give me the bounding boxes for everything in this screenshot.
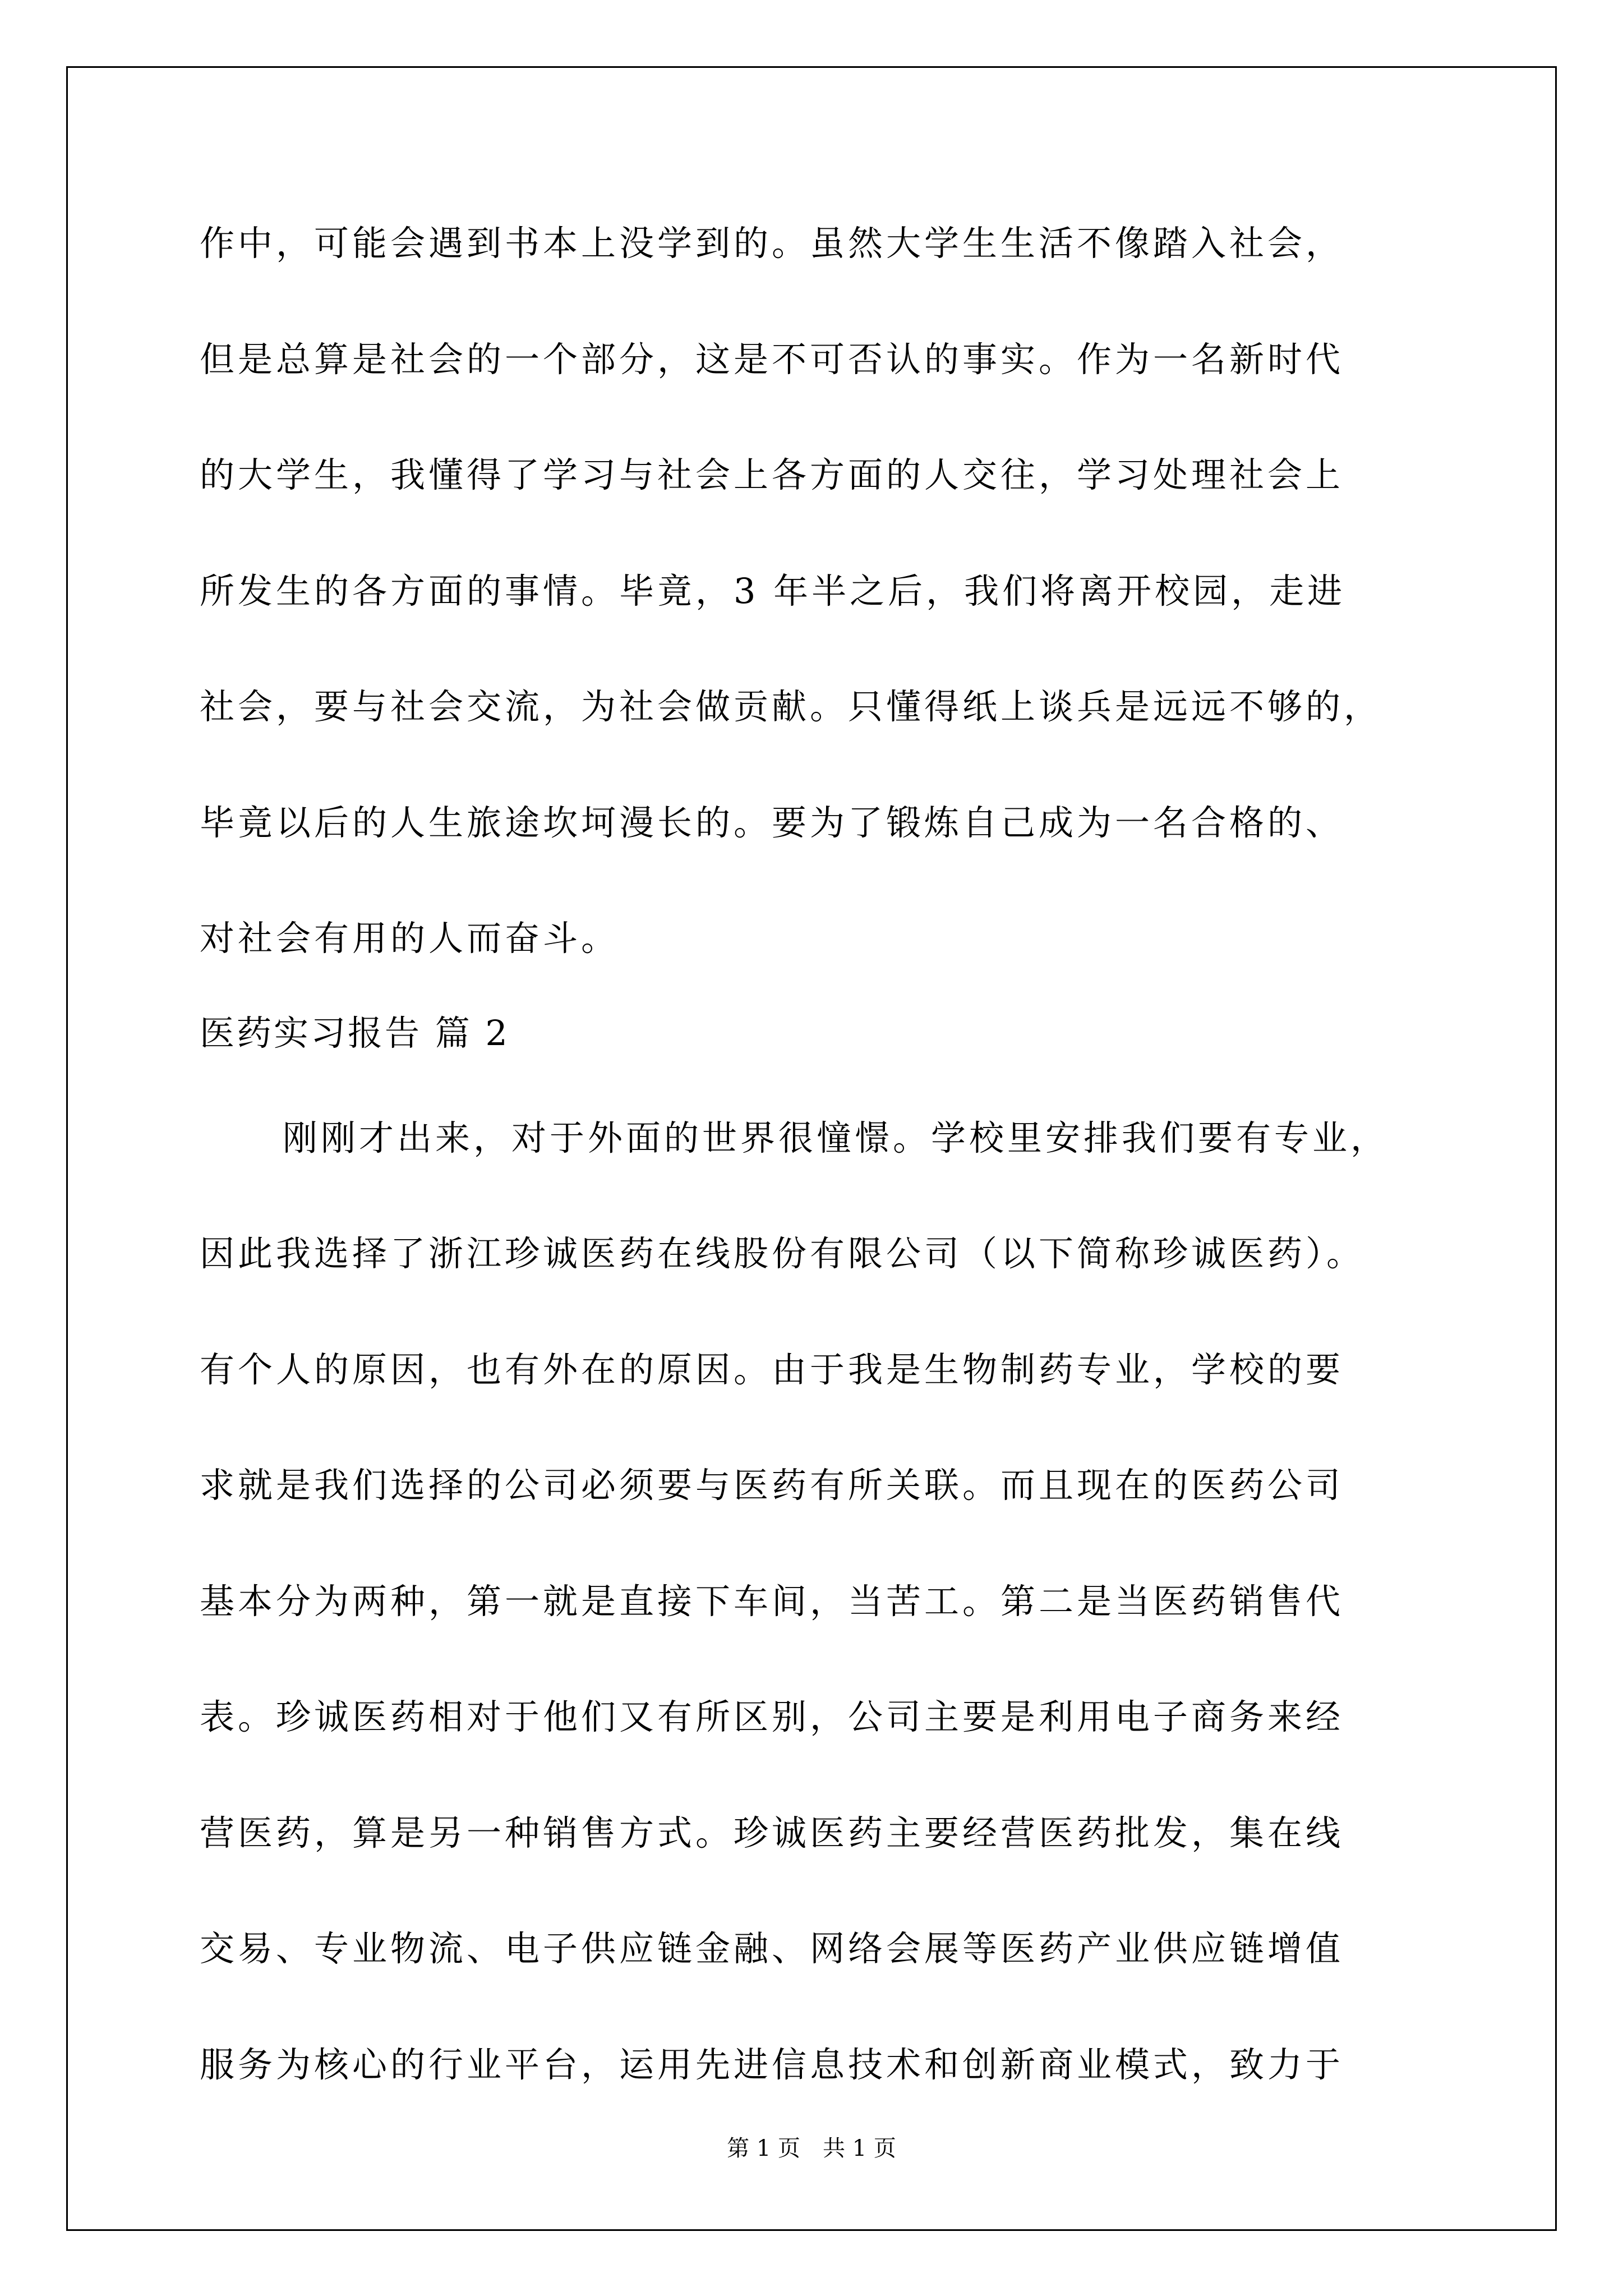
paragraph-1-line-7: 对社会有用的人而奋斗。: [200, 918, 620, 959]
page-footer: 第 1 页 共 1 页: [727, 2136, 896, 2161]
paragraph-1-line-5: 社会，要与社会交流，为社会做贡献。只懂得纸上谈兵是远远不够的，: [200, 686, 1382, 727]
paragraph-1-line-4: 所发生的各方面的事情。毕竟，3 年半之后，我们将离开校园，走进: [200, 570, 1346, 611]
paragraph-1-line-2: 但是总算是社会的一个部分，这是不可否认的事实。作为一名新时代: [200, 339, 1344, 380]
paragraph-2-line-3: 有个人的原因，也有外在的原因。由于我是生物制药专业，学校的要: [200, 1349, 1344, 1390]
paragraph-2-line-1: 刚刚才出来，对于外面的世界很憧憬。学校里安排我们要有专业，: [283, 1117, 1389, 1158]
paragraph-2-line-5: 基本分为两种，第一就是直接下车间，当苦工。第二是当医药销售代: [200, 1581, 1344, 1622]
paragraph-1-line-3: 的大学生，我懂得了学习与社会上各方面的人交往，学习处理社会上: [200, 454, 1344, 495]
paragraph-2-line-9: 服务为核心的行业平台，运用先进信息技术和创新商业模式，致力于: [200, 2044, 1344, 2085]
paragraph-1-line-1: 作中，可能会遇到书本上没学到的。虽然大学生生活不像踏入社会，: [200, 223, 1344, 264]
paragraph-1-line-6: 毕竟以后的人生旅途坎坷漫长的。要为了锻炼自己成为一名合格的、: [200, 802, 1344, 843]
section-heading: 医药实习报告 篇 2: [200, 1013, 510, 1053]
paragraph-2-line-4: 求就是我们选择的公司必须要与医药有所关联。而且现在的医药公司: [200, 1465, 1344, 1506]
paragraph-2-line-6: 表。珍诚医药相对于他们又有所区别，公司主要是利用电子商务来经: [200, 1696, 1344, 1737]
paragraph-2-line-7: 营医药，算是另一种销售方式。珍诚医药主要经营医药批发，集在线: [200, 1812, 1344, 1853]
paragraph-2-line-8: 交易、专业物流、电子供应链金融、网络会展等医药产业供应链增值: [200, 1928, 1344, 1969]
paragraph-2-line-2: 因此我选择了浙江珍诚医药在线股份有限公司（以下简称珍诚医药）。: [200, 1233, 1365, 1274]
